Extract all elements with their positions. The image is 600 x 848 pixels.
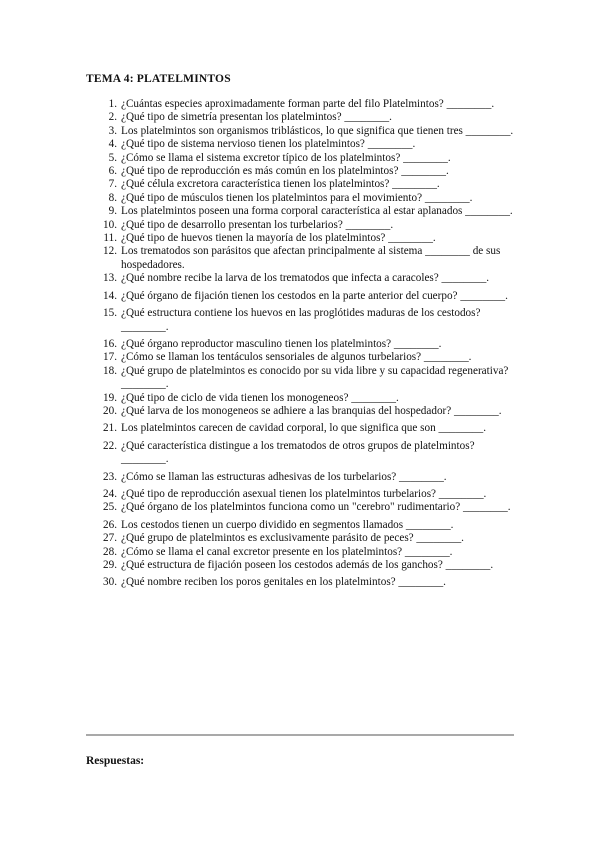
question-item bbox=[0, 178, 521, 191]
question-number: 13. bbox=[103, 272, 117, 285]
question-item bbox=[0, 532, 521, 545]
question-text: ¿Qué tipo de sistema nervioso tienen los platelmintos? ________. bbox=[121, 138, 416, 151]
question-item bbox=[0, 205, 521, 218]
question-item bbox=[0, 351, 521, 364]
question-item bbox=[0, 559, 521, 572]
answers-heading: Respuestas: bbox=[86, 755, 145, 767]
question-item bbox=[0, 440, 521, 467]
question-item bbox=[0, 576, 521, 589]
question-item bbox=[0, 392, 521, 405]
question-item bbox=[0, 165, 521, 178]
question-text: ¿Qué tipo de ciclo de vida tienen los monogeneos? ________. bbox=[121, 391, 399, 404]
question-text: ¿Cómo se llaman las estructuras adhesivas de los turbelarios? ________. bbox=[121, 470, 447, 483]
question-text: Los platelmintos son organismos triblásticos, lo que significa que tienen tres ________. bbox=[121, 124, 514, 137]
question-text: ¿Qué estructura contiene los huevos en las proglótides maduras de los cestodos? ________. bbox=[121, 307, 481, 333]
question-number: 22. bbox=[103, 439, 117, 452]
question-number: 7. bbox=[108, 178, 117, 191]
question-number: 9. bbox=[108, 205, 117, 218]
question-item bbox=[0, 422, 521, 435]
question-text: ¿Qué órgano reproductor masculino tienen los platelmintos? ________. bbox=[121, 337, 442, 350]
question-text: ¿Cómo se llama el canal excretor presente en los platelmintos? ________. bbox=[121, 545, 453, 558]
question-item bbox=[0, 272, 521, 285]
question-item bbox=[0, 307, 521, 334]
question-number: 3. bbox=[108, 124, 117, 137]
question-number: 15. bbox=[103, 307, 117, 320]
question-text: Los platelmintos poseen una forma corporal característica al estar aplanados ________. bbox=[121, 205, 513, 218]
question-number: 5. bbox=[108, 151, 117, 164]
question-number: 14. bbox=[103, 289, 117, 302]
question-text: ¿Qué nombre reciben los poros genitales en los platelmintos? ________. bbox=[121, 576, 446, 589]
question-number: 26. bbox=[103, 518, 117, 531]
question-item bbox=[0, 501, 521, 514]
question-text: ¿Qué grupo de platelmintos es conocido por su vida libre y su capacidad regenerativa? ________. bbox=[121, 364, 509, 391]
question-number: 21. bbox=[103, 422, 117, 435]
question-text: ¿Qué tipo de músculos tienen los platelmintos para el movimiento? ________. bbox=[121, 191, 473, 204]
question-text: Los trematodos son parásitos que afectan principalmente al sistema ________ de sus hospedadores. bbox=[121, 245, 501, 271]
question-text: Los cestodos tienen un cuerpo dividido en segmentos llamados ________. bbox=[121, 518, 454, 531]
question-text: ¿Qué nombre recibe la larva de los trematodos que infecta a caracoles? ________. bbox=[121, 272, 490, 285]
section-divider bbox=[86, 734, 514, 736]
question-item bbox=[0, 232, 521, 245]
question-number: 30. bbox=[103, 576, 117, 589]
question-text: ¿Qué órgano de fijación tienen los cestodos en la parte anterior del cuerpo? ________. bbox=[121, 289, 508, 302]
question-item bbox=[0, 290, 521, 303]
question-item bbox=[0, 471, 521, 484]
question-text: ¿Qué tipo de huevos tienen la mayoría de los platelmintos? ________. bbox=[121, 232, 436, 245]
question-text: Los platelmintos carecen de cavidad corporal, lo que significa que son ________. bbox=[121, 422, 487, 435]
question-text: ¿Qué tipo de reproducción es más común en los platelmintos? ________. bbox=[121, 165, 449, 178]
question-number: 1. bbox=[108, 98, 117, 110]
question-item bbox=[0, 98, 521, 111]
question-item bbox=[0, 192, 521, 205]
question-text: ¿Cómo se llama el sistema excretor típico de los platelmintos? ________. bbox=[121, 151, 451, 164]
question-number: 8. bbox=[108, 191, 117, 204]
page-title: TEMA 4: PLATELMINTOS bbox=[86, 73, 231, 85]
question-text: ¿Qué célula excretora característica tienen los platelmintos? ________. bbox=[121, 178, 440, 191]
question-item bbox=[0, 365, 521, 392]
question-number: 17. bbox=[103, 351, 117, 364]
question-number: 4. bbox=[108, 138, 117, 151]
question-number: 25. bbox=[103, 501, 117, 514]
question-item bbox=[0, 111, 521, 124]
question-list bbox=[0, 98, 600, 590]
question-item bbox=[0, 138, 521, 151]
question-number: 11. bbox=[103, 232, 117, 245]
question-item bbox=[0, 152, 521, 165]
question-text: ¿Qué tipo de simetría presentan los platelmintos? ________. bbox=[121, 111, 392, 124]
question-item bbox=[0, 245, 521, 272]
question-text: ¿Cuántas especies aproximadamente forman parte del filo Platelmintos? ________. bbox=[121, 98, 495, 110]
question-text: ¿Qué tipo de desarrollo presentan los turbelarios? ________. bbox=[121, 218, 394, 231]
question-text: ¿Qué órgano de los platelmintos funciona como un "cerebro" rudimentario? ________. bbox=[121, 501, 511, 514]
question-item bbox=[0, 125, 521, 138]
question-number: 12. bbox=[103, 245, 117, 258]
question-number: 20. bbox=[103, 404, 117, 417]
question-number: 23. bbox=[103, 470, 117, 483]
question-text: ¿Qué grupo de platelmintos es exclusivamente parásito de peces? ________. bbox=[121, 532, 464, 545]
question-item bbox=[0, 219, 521, 232]
question-item bbox=[0, 338, 521, 351]
question-number: 18. bbox=[103, 364, 117, 377]
question-number: 29. bbox=[103, 559, 117, 571]
question-item bbox=[0, 488, 521, 501]
question-number: 10. bbox=[103, 218, 117, 231]
question-text: ¿Qué estructura de fijación poseen los cestodos además de los ganchos? ________. bbox=[121, 559, 494, 571]
question-number: 24. bbox=[103, 487, 117, 500]
question-item bbox=[0, 519, 521, 532]
question-text: ¿Qué larva de los monogeneos se adhiere a las branquias del hospedador? ________. bbox=[121, 404, 502, 417]
question-number: 27. bbox=[103, 532, 117, 545]
question-text: ¿Qué tipo de reproducción asexual tienen los platelmintos turbelarios? ________. bbox=[121, 487, 487, 500]
question-number: 16. bbox=[103, 337, 117, 350]
question-item bbox=[0, 546, 521, 559]
question-number: 28. bbox=[103, 545, 117, 558]
question-number: 2. bbox=[108, 111, 117, 124]
question-number: 6. bbox=[108, 165, 117, 178]
question-text: ¿Qué característica distingue a los trematodos de otros grupos de platelmintos? ________. bbox=[121, 439, 475, 466]
question-text: ¿Cómo se llaman los tentáculos sensoriales de algunos turbelarios? ________. bbox=[121, 351, 472, 364]
question-item bbox=[0, 405, 521, 418]
question-number: 19. bbox=[103, 391, 117, 404]
